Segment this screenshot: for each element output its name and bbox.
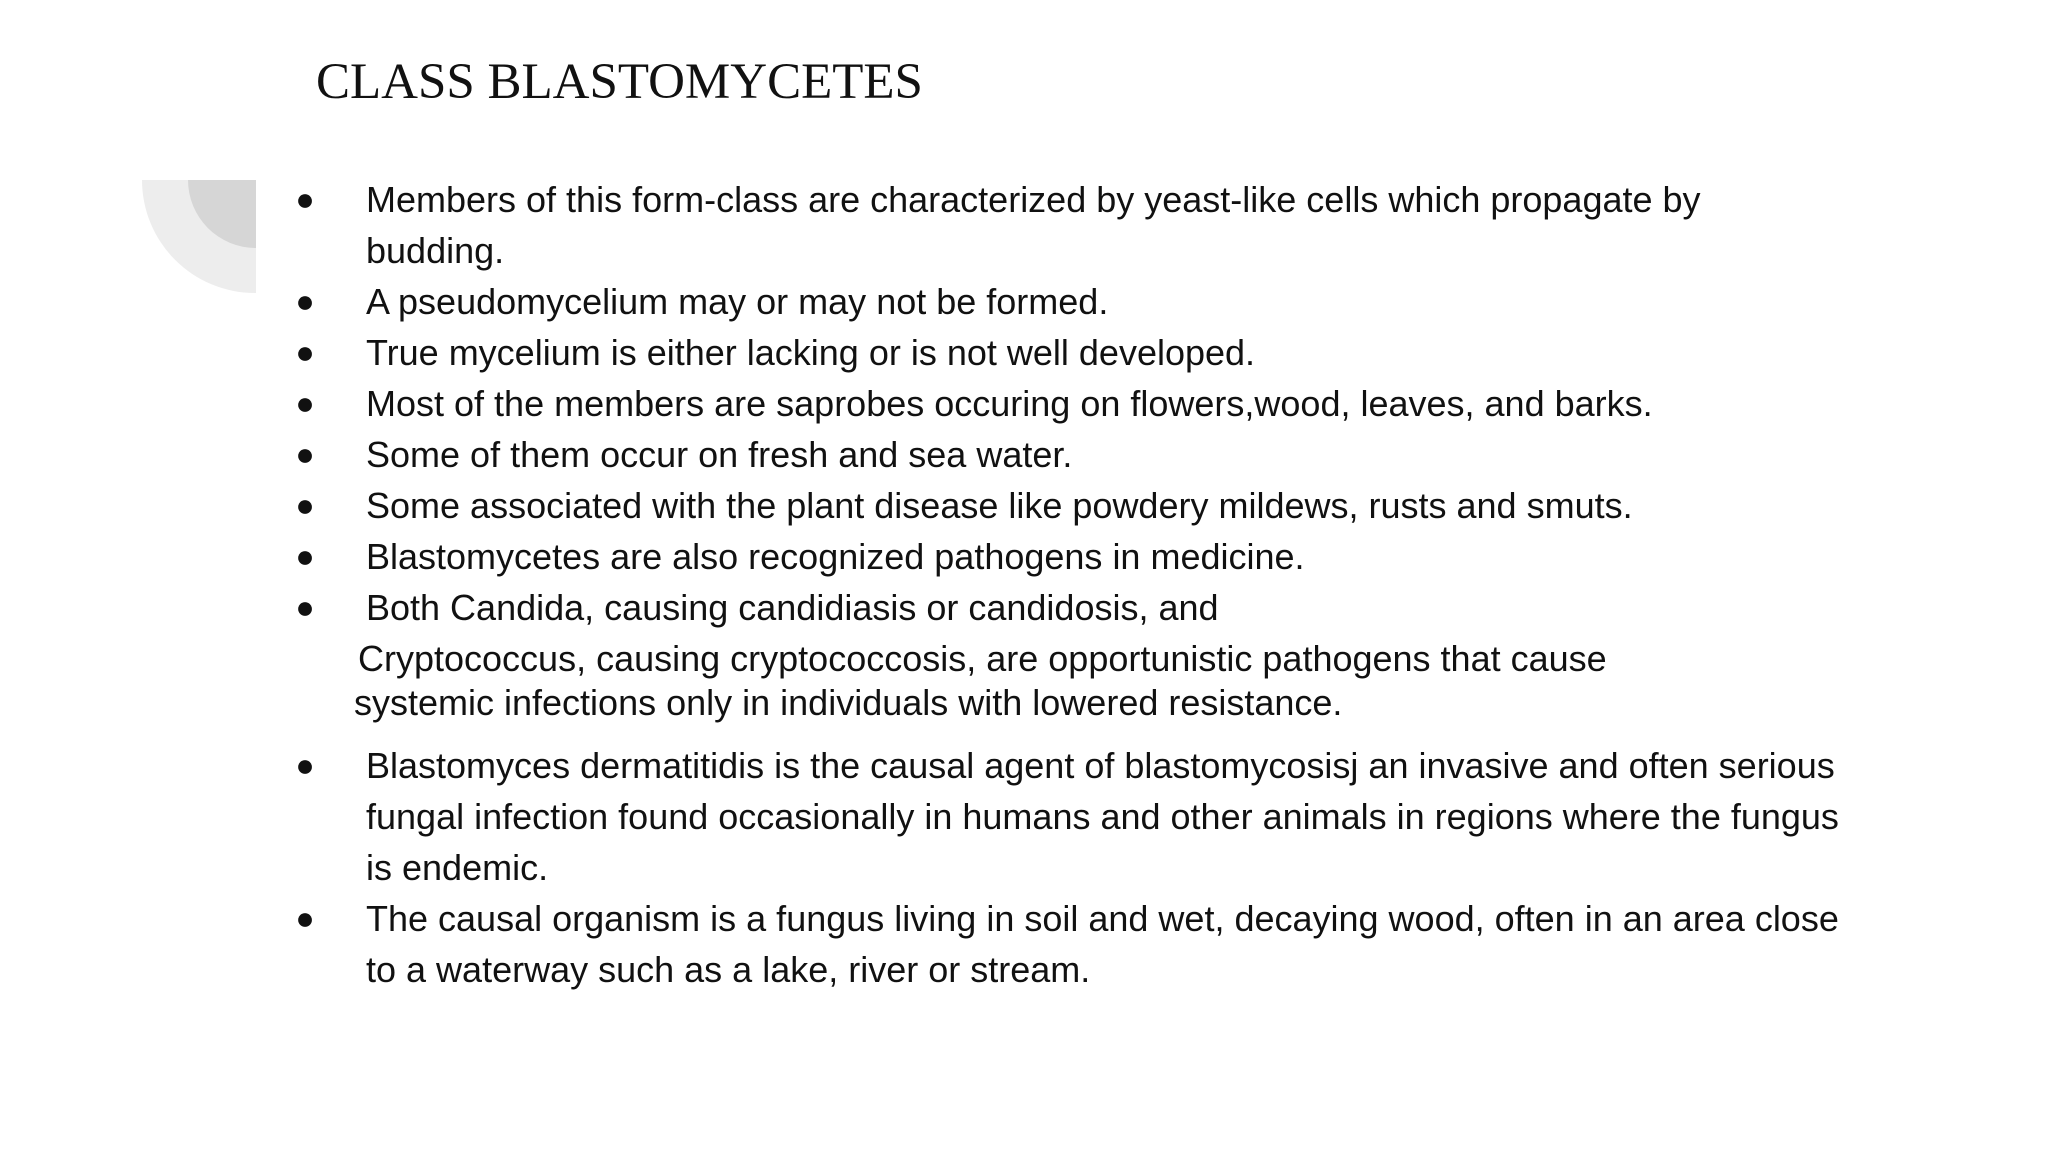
bullet-list-continued <box>290 740 1850 995</box>
bullet-continuation-block <box>354 680 1834 726</box>
bullet-text: True mycelium is either lacking or is not well developed. <box>366 332 1256 373</box>
bullet-dot-icon: ● <box>295 385 315 421</box>
bullet-item <box>290 740 1850 893</box>
bullet-continuation-text: systemic infections only in individuals with lowered resistance. <box>354 682 1343 723</box>
bullet-text: Members of this form-class are characterized by yeast-like cells which propagate by budding. <box>366 179 1701 271</box>
bullet-dot-icon: ● <box>295 334 315 370</box>
bullet-continuation-text: Cryptococcus, causing cryptococcosis, are opportunistic pathogens that cause <box>358 638 1607 679</box>
bullet-item <box>290 531 1850 582</box>
bullet-text: Most of the members are saprobes occuring on flowers,wood, leaves, and barks. <box>366 383 1653 424</box>
bullet-item <box>290 378 1850 429</box>
bullet-dot-icon: ● <box>295 589 315 625</box>
bullet-list <box>290 174 1850 702</box>
bullet-item <box>290 893 1850 995</box>
bullet-dot-icon: ● <box>295 181 315 217</box>
bullet-dot-icon: ● <box>295 538 315 574</box>
bullet-text: Blastomyces dermatitidis is the causal agent of blastomycosisj an invasive and often serious fungal infection found occasionally in humans and other animals in regions where the fungus is endemic. <box>366 745 1839 888</box>
bullet-item <box>290 327 1850 378</box>
bullet-text: A pseudomycelium may or may not be formed. <box>366 281 1109 322</box>
decorative-quarter-circle <box>142 180 256 293</box>
bullet-item <box>290 429 1850 480</box>
bullet-text: Some of them occur on fresh and sea water. <box>366 434 1073 475</box>
bullet-dot-icon: ● <box>295 283 315 319</box>
bullet-text: Some associated with the plant disease like powdery mildews, rusts and smuts. <box>366 485 1633 526</box>
bullet-text: The causal organism is a fungus living in soil and wet, decaying wood, often in an area close to a waterway such as a lake, river or stream. <box>366 898 1839 990</box>
slide-title: CLASS BLASTOMYCETES <box>316 54 923 110</box>
bullet-item <box>290 480 1850 531</box>
bullet-dot-icon: ● <box>295 900 315 936</box>
bullet-text: Blastomycetes are also recognized pathogens in medicine. <box>366 536 1305 577</box>
bullet-item <box>290 582 1850 682</box>
bullet-dot-icon: ● <box>295 747 315 783</box>
bullet-item <box>290 174 1850 276</box>
bullet-item <box>290 276 1850 327</box>
bullet-text: Both Candida, causing candidiasis or candidosis, and <box>366 587 1219 628</box>
bullet-dot-icon: ● <box>295 487 315 523</box>
bullet-dot-icon: ● <box>295 436 315 472</box>
